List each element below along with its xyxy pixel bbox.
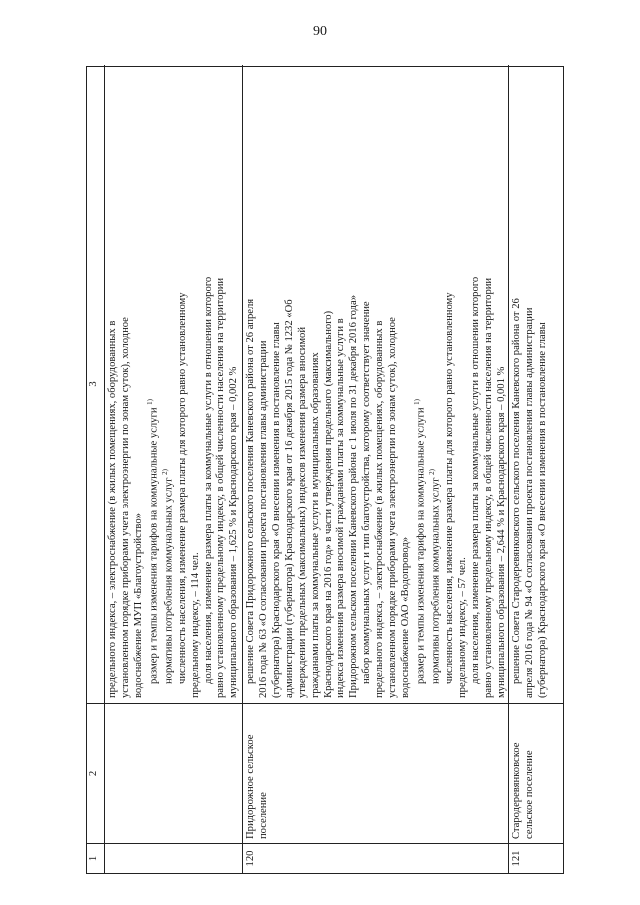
text-line: набор коммунальных услуг и тип благоустройства, которому соответствует значение [361,301,373,684]
settlement-cell [105,703,242,843]
text-line: нормативы потребления коммунальных услуг $^{2)}$ [161,469,175,684]
text-line: установленном порядке приборами учета электроэнергии по зонам суток), холодное [387,317,399,698]
row-number-cell [105,843,242,873]
footnote-marker: 2) [428,469,437,475]
text-line: утверждении предельных (максимальных) индексов изменения размера вносимой [296,327,308,698]
header-col-2: 2 [87,703,104,843]
settlement-cell: Стародеревянковское сельское поселение [509,703,563,843]
footnote-marker: 1) [412,399,421,405]
page-number: 90 [313,24,327,39]
text-line: индекса изменения размера вносимой гражданами платы за коммунальные услуги в [335,318,347,698]
text-line: муниципального образования – 1,625 % и Краснодарского края – 0,002 % [228,366,240,698]
text-line: апреля 2016 года № 94 «О согласовании проекта постановления главы администрации [523,307,535,698]
settlement-cell: Придорожное сельское поселение [243,703,508,843]
text-line: администрации (губернатора) Краснодарского края от 16 декабря 2015 года № 1232 «Об [283,299,295,698]
table-row-continued [105,65,243,873]
decision-text-cell [105,65,242,703]
text-line: доля населения, изменение размера платы за коммунальные услуги в отношении которого [469,276,481,684]
footnote-marker: 1) [145,399,154,405]
text-line: водоснабжение МУП «Благоустройство» [132,513,144,698]
text-line: предельного индекса, – электроснабжение (в жилых помещениях, оборудованных в [374,320,386,698]
table-header-row [87,65,105,873]
header-col-3: 3 [88,381,99,387]
text-line: муниципального образования – 2,644 % и Краснодарского края – 0,001 % [495,366,507,698]
table-row-121 [509,65,563,873]
header-col-1: 1 [87,843,104,873]
text-line: (губернатора) Краснодарского края «О внесении изменения в постановление главы [536,322,548,698]
row-number-cell: 120 [243,843,508,873]
text-line: численность населения, изменение размера платы для которого равно установленному [443,292,455,684]
text-line: Придорожном сельском поселении Каневского района с 1 июля по 31 декабря 2016 года» [348,294,360,698]
footnote-marker: 2) [161,469,170,475]
text-line: равно установленному предельному индексу, в общей численности населения на территории [482,277,494,698]
index-table [86,66,564,874]
text-line: гражданами платы за коммунальные услуги в муниципальных образованиях [309,352,321,698]
text-line: решение Совета Придорожного сельского поселения Каневского района от 26 апреля [245,298,256,684]
text-line: размер и темпы изменения тарифов на коммунальные услуги $^{1)}$ [412,399,427,684]
decision-text-cell [243,65,508,703]
table-area [86,66,564,874]
text-line: численность населения, изменение размера платы для которого равно установленному [176,292,188,684]
text-line: предельному индексу, – 114 чел. [189,552,201,698]
text-line: водоснабжение ОАО «Водопровод» [400,536,412,698]
text-line: равно установленному предельному индексу, в общей численности населения на территории [215,277,227,698]
text-line: Краснодарского края на 2016 год» в части утверждения предельного (максимального) [322,310,334,698]
text-line: решение Совета Стародеревянковского сельского поселения Каневского района от 26 [511,298,522,684]
text-line: установленном порядке приборами учета электроэнергии по зонам суток), холодное [119,317,131,698]
text-line: 2016 года № 63 «О согласовании проекта постановления главы администрации [257,340,269,698]
text-line: нормативы потребления коммунальных услуг $^{2)}$ [428,469,442,684]
text-line: предельному индексу, – 57 чел. [456,557,468,698]
text-line: предельного индекса, – электроснабжение (в жилых помещениях, оборудованных в [107,320,118,698]
text-line: размер и темпы изменения тарифов на коммунальные услуги $^{1)}$ [145,399,160,684]
table-row-120 [243,65,509,873]
text-line: (губернатора) Краснодарского края «О внесении изменения в постановление главы [270,322,282,698]
text-line: доля населения, изменение размера платы за коммунальные услуги в отношении которого [202,276,214,684]
decision-text-cell [509,65,563,703]
row-number-cell: 121 [509,843,563,873]
